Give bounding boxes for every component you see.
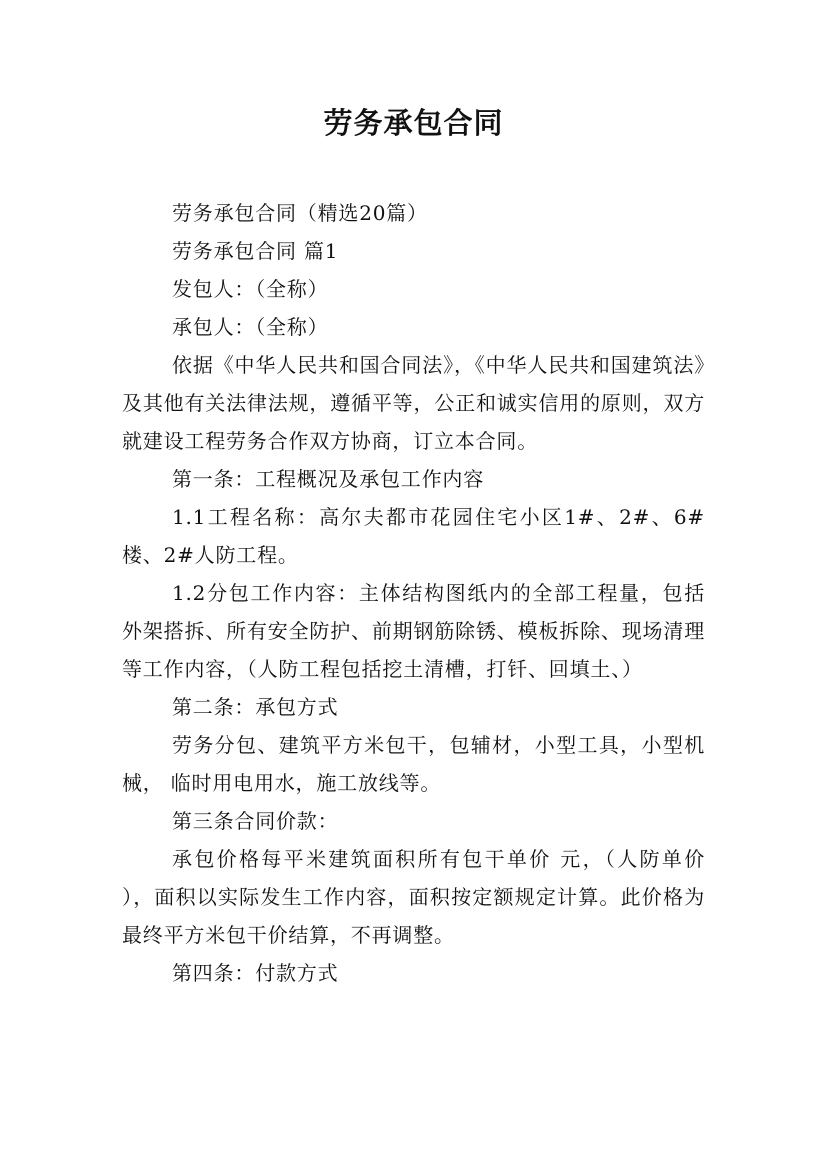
article-3-body: 承包价格每平米建筑面积所有包干单价 元，（人防单价 ），面积以实际发生工作内容，面积按定额规定计算。此价格为最终平方米包干价结算，不再调整。 (122, 847, 705, 947)
section-heading-1: 劳务承包合同 篇1 (172, 239, 339, 263)
subtitle-paragraph: 劳务承包合同（精选20篇） (172, 201, 428, 225)
article-2-body: 劳务分包、建筑平方米包干，包辅材，小型工具，小型机械， 临时用电用水，施工放线等。 (122, 733, 705, 795)
clause-1-1: 1.1工程名称：高尔夫都市花园住宅小区1#、2#、6#楼、2#人防工程。 (122, 505, 705, 567)
article-3-heading: 第三条合同价款： (172, 809, 339, 833)
article-4-heading: 第四条：付款方式 (172, 961, 339, 985)
employer-line: 发包人：（全称） (172, 277, 329, 301)
article-1-heading: 第一条：工程概况及承包工作内容 (172, 467, 484, 491)
contractor-line: 承包人：（全称） (172, 315, 329, 339)
document-body (122, 194, 705, 992)
document-title: 劳务承包合同 (323, 106, 504, 140)
clause-1-2: 1.2分包工作内容：主体结构图纸内的全部工程量，包括外架搭拆、所有安全防护、前期钢筋除锈、模板拆除、现场清理等工作内容，（人防工程包括挖土清槽，打钎、回填土、） (122, 581, 705, 681)
preamble-paragraph: 依据《中华人民共和国合同法》，《中华人民共和国建筑法》及其他有关法律法规，遵循平等，公正和诚实信用的原则，双方就建设工程劳务合作双方协商，订立本合同。 (122, 353, 705, 453)
article-2-heading: 第二条：承包方式 (172, 695, 339, 719)
